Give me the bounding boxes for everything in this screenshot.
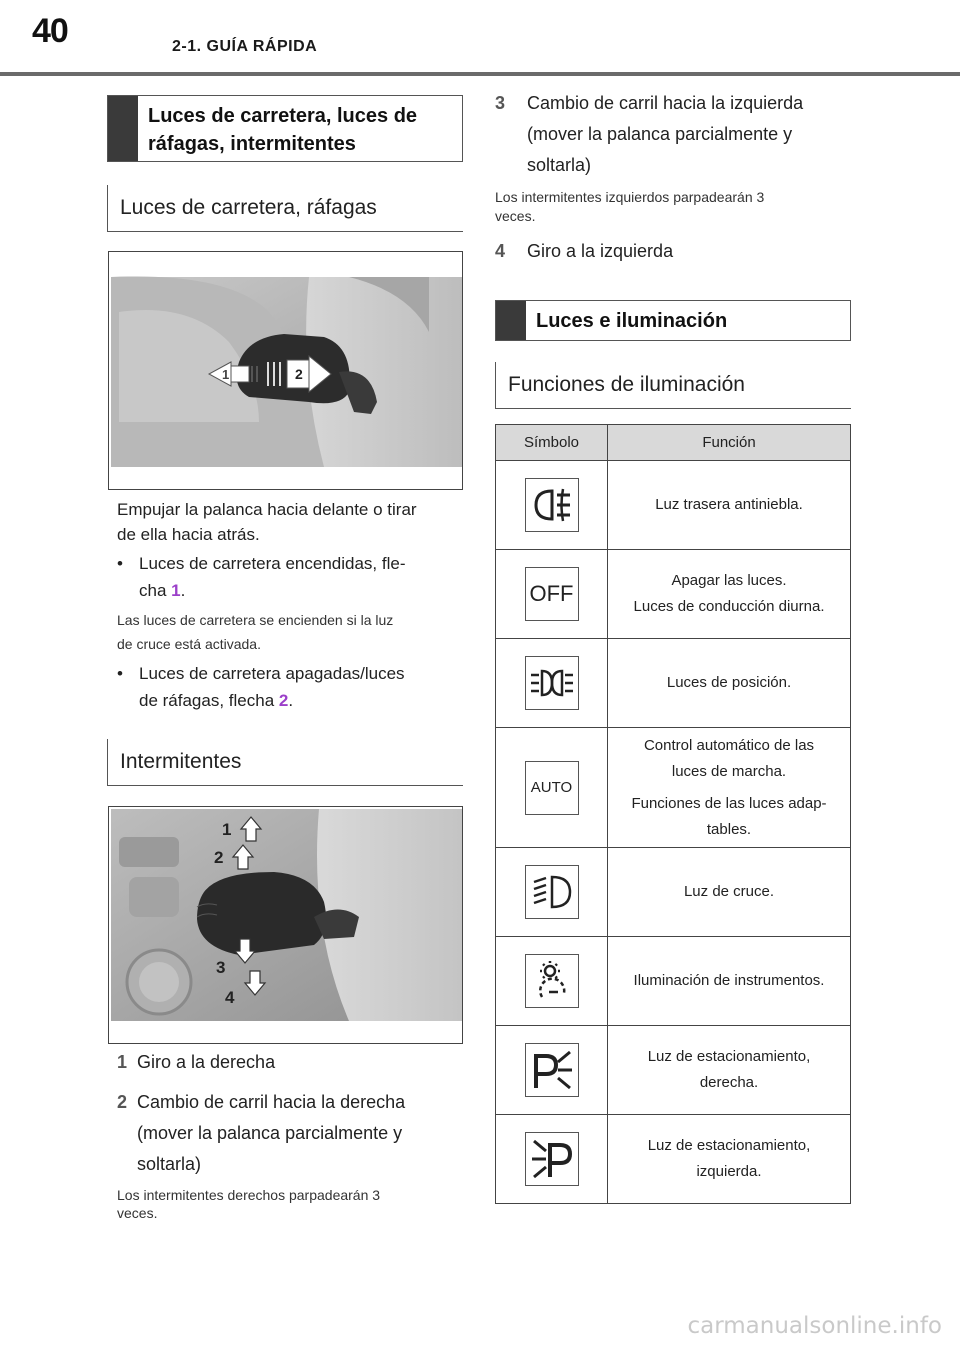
function-cell xyxy=(608,937,850,1025)
figure-high-beam-lever xyxy=(108,251,463,490)
table-row xyxy=(496,1026,850,1115)
step-line: (mover la palanca parcialmente y xyxy=(137,1123,403,1143)
function-cell xyxy=(608,550,850,638)
fig2-label-3: 3 xyxy=(216,958,226,977)
function-line: Luces de conducción diurna. xyxy=(633,598,825,615)
fig2-label-1: 1 xyxy=(222,820,232,839)
figure-turn-signal-lever xyxy=(108,806,463,1044)
table-row xyxy=(496,461,850,550)
function-cell xyxy=(608,728,850,847)
step-line: Cambio de carril hacia la derecha xyxy=(137,1092,406,1112)
bullet-line xyxy=(139,577,406,604)
rear-fog-light-icon xyxy=(525,478,579,532)
ref-number-2: 2 xyxy=(278,691,289,710)
bullet-dot: • xyxy=(117,664,123,683)
function-line: Luz de estacionamiento, xyxy=(647,1137,811,1154)
paragraph-push-pull xyxy=(117,497,467,547)
symbol-cell xyxy=(496,550,608,638)
function-cell xyxy=(608,848,850,936)
parking-light-right-icon xyxy=(525,1043,579,1097)
step-line: soltarla) xyxy=(137,1154,202,1174)
step-number: 3 xyxy=(495,93,506,113)
step-number: 1 xyxy=(117,1052,128,1072)
table-row xyxy=(496,937,850,1026)
bullet-line xyxy=(139,687,405,714)
bullet-line: Luces de carretera encendidas, fle- xyxy=(139,554,406,573)
page-number: 40 xyxy=(32,12,68,50)
function-line: Luz de cruce. xyxy=(683,883,775,900)
step-line: Cambio de carril hacia la izquierda xyxy=(527,93,804,113)
subheading-high-beam: Luces de carretera, ráfagas xyxy=(107,185,463,232)
heading-bar xyxy=(108,96,138,161)
function-cell xyxy=(608,1115,850,1203)
bullet-text-part: de ráfagas, flecha xyxy=(139,691,279,710)
bullet-text-part: cha xyxy=(139,581,172,600)
table-header xyxy=(496,425,850,461)
heading-text: Luces de carretera, luces de ráfagas, intermitentes xyxy=(148,105,418,155)
table-row xyxy=(496,848,850,937)
heading-box-lights xyxy=(495,300,851,341)
function-line: Apagar las luces. xyxy=(671,572,787,589)
header-rule xyxy=(0,72,960,76)
symbol-cell xyxy=(496,461,608,549)
footer-watermark: carmanualsonline.info xyxy=(687,1313,942,1339)
symbol-text: AUTO xyxy=(530,779,573,796)
bullet-high-beam-on xyxy=(117,550,467,606)
function-line: tables. xyxy=(706,820,752,838)
para-line: de ella hacia atrás. xyxy=(117,525,260,544)
step-1 xyxy=(117,1047,467,1079)
heading-text: Luces e iluminación xyxy=(536,310,728,332)
step-2 xyxy=(117,1087,467,1182)
bullet-text-end: . xyxy=(180,581,186,600)
off-text-icon xyxy=(525,567,579,621)
column-header-symbol: Símbolo xyxy=(496,425,608,460)
function-line: luces de marcha. xyxy=(671,762,787,780)
step-text xyxy=(137,1087,405,1180)
table-row xyxy=(496,550,850,639)
note-right-blink xyxy=(117,1186,467,1222)
function-line: Control automático de las xyxy=(643,736,815,754)
bullet-high-beam-off xyxy=(117,660,467,716)
step-number: 2 xyxy=(117,1092,128,1112)
symbol-cell xyxy=(496,1115,608,1203)
position-lights-icon xyxy=(525,656,579,710)
auto-text-icon xyxy=(525,761,579,815)
symbol-text: OFF xyxy=(529,581,574,606)
note-line: Los intermitentes izquierdos parpadearán 3 xyxy=(495,189,765,205)
table-row xyxy=(496,1115,850,1203)
fig1-label-1: 1 xyxy=(222,367,230,382)
lever-illustration-1 xyxy=(109,252,463,490)
symbol-cell xyxy=(496,1026,608,1114)
note-line: de cruce está activada. xyxy=(117,636,261,652)
step-text: Giro a la derecha xyxy=(137,1052,276,1072)
note-line: veces. xyxy=(495,208,536,224)
instrument-lighting-icon xyxy=(525,954,579,1008)
step-text xyxy=(527,88,803,181)
heading-box-high-beam xyxy=(107,95,463,162)
symbol-cell xyxy=(496,728,608,847)
note-high-beam xyxy=(117,608,467,656)
column-header-function: Función xyxy=(702,434,756,451)
step-line: soltarla) xyxy=(527,155,592,175)
function-line: izquierda. xyxy=(696,1163,762,1180)
subheading-lighting-functions: Funciones de iluminación xyxy=(495,362,851,409)
bullet-text-end: . xyxy=(288,691,294,710)
lighting-table xyxy=(495,424,851,1204)
symbol-cell xyxy=(496,848,608,936)
step-4 xyxy=(495,236,855,268)
low-beam-icon xyxy=(525,865,579,919)
para-line: Empujar la palanca hacia delante o tirar xyxy=(117,500,417,519)
function-cell xyxy=(608,639,850,727)
parking-light-left-icon xyxy=(525,1132,579,1186)
step-line: (mover la palanca parcialmente y xyxy=(527,124,793,144)
function-line: Funciones de las luces adap- xyxy=(631,794,827,812)
function-cell xyxy=(608,1026,850,1114)
symbol-cell xyxy=(496,937,608,1025)
step-text: Giro a la izquierda xyxy=(527,241,674,261)
fig2-label-4: 4 xyxy=(225,988,235,1007)
step-3 xyxy=(495,88,855,183)
bullet-dot: • xyxy=(117,554,123,573)
lever-illustration-2 xyxy=(109,807,463,1044)
bullet-text xyxy=(139,550,406,604)
note-left-blink xyxy=(495,188,855,226)
bullet-line: Luces de carretera apagadas/luces xyxy=(139,664,405,683)
table-row xyxy=(496,639,850,728)
section-title: 2-1. GUÍA RÁPIDA xyxy=(172,38,318,55)
function-line: Luces de posición. xyxy=(666,674,792,691)
symbol-cell xyxy=(496,639,608,727)
function-line: Iluminación de instrumentos. xyxy=(633,972,825,989)
ref-number-1: 1 xyxy=(171,581,181,600)
subheading-turn-signals: Intermitentes xyxy=(107,739,463,786)
page-header xyxy=(0,0,960,80)
note-line: Las luces de carretera se encienden si la luz xyxy=(117,612,394,628)
function-line: derecha. xyxy=(699,1074,759,1091)
function-cell xyxy=(608,461,850,549)
function-line: Luz de estacionamiento, xyxy=(647,1048,811,1065)
bullet-text xyxy=(139,660,405,714)
fig1-label-2: 2 xyxy=(295,366,303,382)
function-line: Luz trasera antiniebla. xyxy=(655,496,803,513)
step-number: 4 xyxy=(495,241,506,261)
heading-bar xyxy=(496,301,526,340)
table-row xyxy=(496,728,850,848)
note-line: veces. xyxy=(117,1205,158,1221)
note-line: Los intermitentes derechos parpadearán 3 xyxy=(117,1187,381,1203)
fig2-label-2: 2 xyxy=(214,848,224,867)
